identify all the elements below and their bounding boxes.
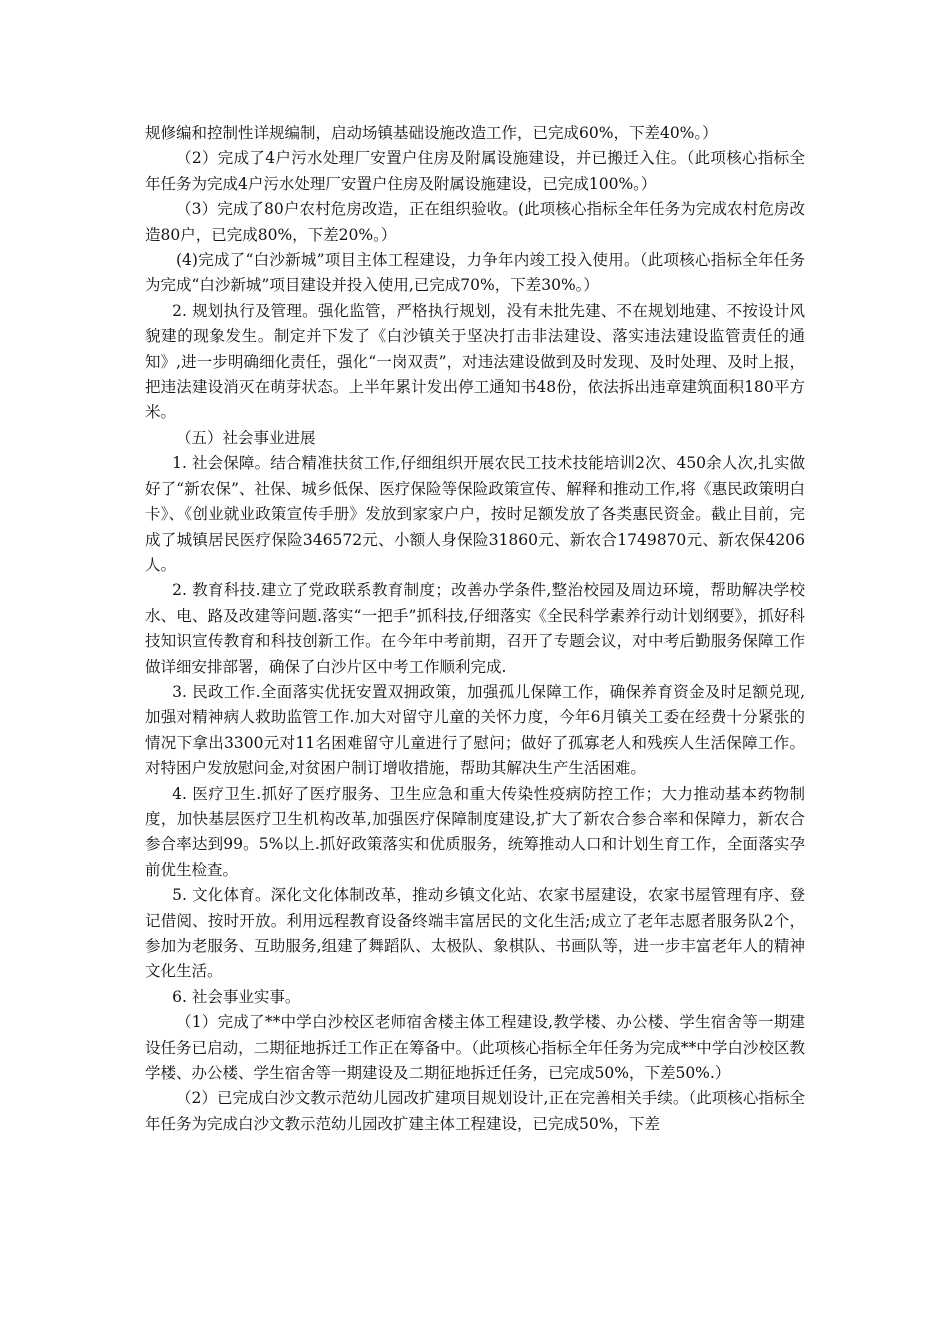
paragraph: (4)完成了“白沙新城”项目主体工程建设，力争年内竣工投入使用。（此项核心指标全年任务为完成“白沙新城”项目建设并投入使用,已完成70%，下差30%。） xyxy=(145,251,805,295)
paragraph: （1）完成了**中学白沙校区老师宿舍楼主体工程建设,教学楼、办公楼、学生宿舍等一期建设任务已启动，二期征地拆迁工作正在筹备中。（此项核心指标全年任务为完成**中学白沙校区教学楼、办公楼、学生宿舍等一期建设及二期征地拆迁任务，已完成50%，下差50%.） xyxy=(145,1013,805,1083)
paragraph: 1. 社会保障。结合精准扶贫工作,仔细组织开展农民工技术技能培训2次、450余人次,扎实做好了“新农保”、社保、城乡低保、医疗保险等保险政策宣传、解释和推动工作,将《惠民政策明白卡》、《创业就业政策宣传手册》发放到家家户户，按时足额发放了各类惠民资金。截止目前，完成了城镇居民医疗保险346572元、小额人身保险31860元、新农合1749870元、新农保4206人。 xyxy=(145,454,805,574)
document-body xyxy=(145,121,805,1137)
paragraph: （2）完成了4户污水处理厂安置户住房及附属设施建设，并已搬迁入住。（此项核心指标全年任务为完成4户污水处理厂安置户住房及附属设施建设，已完成100%。） xyxy=(145,149,805,193)
paragraph: 规修编和控制性详规编制，启动场镇基础设施改造工作，已完成60%，下差40%。） xyxy=(145,124,718,142)
paragraph: 5. 文化体育。深化文化体制改革，推动乡镇文化站、农家书屋建设，农家书屋管理有序、登记借阅、按时开放。利用远程教育设备终端丰富居民的文化生活;成立了老年志愿者服务队2个，参加为老服务、互助服务,组建了舞蹈队、太极队、象棋队、书画队等，进一步丰富老年人的精神文化生活。 xyxy=(145,886,805,981)
paragraph: （2）已完成白沙文教示范幼儿园改扩建项目规划设计,正在完善相关手续。（此项核心指标全年任务为完成白沙文教示范幼儿园改扩建主体工程建设，已完成50%，下差 xyxy=(145,1089,805,1133)
section-heading: （五）社会事业进展 xyxy=(176,428,316,447)
paragraph: 4. 医疗卫生.抓好了医疗服务、卫生应急和重大传染性疫病防控工作；大力推动基本药物制度，加快基层医疗卫生机构改革,加强医疗保障制度建设,扩大了新农合参合率和保障力，新农合参合率达到99。5%以上.抓好政策落实和优质服务，统筹推动人口和计划生育工作，全面落实孕前优生检查。 xyxy=(145,784,805,879)
paragraph: 2. 教育科技.建立了党政联系教育制度；改善办学条件,整治校园及周边环境，帮助解决学校水、电、路及改建等问题.落实“一把手”抓科技,仔细落实《全民科学素养行动计划纲要》，抓好科技知识宣传教育和科技创新工作。在今年中考前期，召开了专题会议，对中考后勤服务保障工作做详细安排部署，确保了白沙片区中考工作顺利完成. xyxy=(145,581,805,676)
paragraph: 3. 民政工作.全面落实优抚安置双拥政策，加强孤儿保障工作，确保养育资金及时足额兑现,加强对精神病人救助监管工作.加大对留守儿童的关怀力度，今年6月镇关工委在经费十分紧张的情况下拿出3300元对11名困难留守儿童进行了慰问；做好了孤寡老人和残疾人生活保障工作。对特困户发放慰问金,对贫困户制订增收措施，帮助其解决生产生活困难。 xyxy=(145,682,805,778)
paragraph: （3）完成了80户农村危房改造，正在组织验收。(此项核心指标全年任务为完成农村危房改造80户，已完成80%，下差20%。） xyxy=(145,200,805,244)
subsection-heading: 6. 社会事业实事。 xyxy=(172,987,301,1006)
paragraph: 2. 规划执行及管理。强化监管，严格执行规划，没有未批先建、不在规划地建、不按设计风貌建的现象发生。制定并下发了《白沙镇关于坚决打击非法建设、落实违法建设监管责任的通知》,进一步明确细化责任，强化“一岗双责”，对违法建设做到及时发现、及时处理、及时上报，把违法建设消灭在萌芽状态。上半年累计发出停工通知书48份，依法拆出违章建筑面积180平方米。 xyxy=(145,301,805,422)
